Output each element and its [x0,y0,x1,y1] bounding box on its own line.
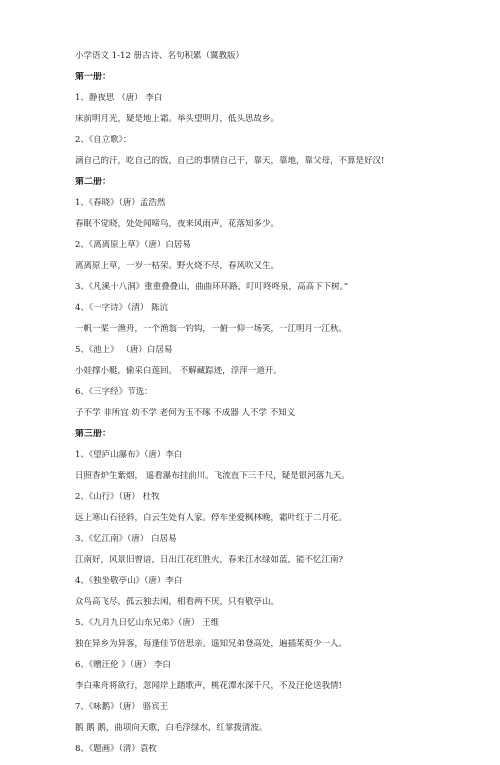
poem-title: 5、《九月九日忆山东兄弟》（唐） 王维 [75,618,220,628]
poem-verse: 鹅 鹅 鹅，曲项向天歌，白毛浮绿水，红掌拨清波。 [75,723,268,733]
poem-verse: 春眠不觉晓，处处闻啼鸟，夜来风雨声，花落知多少。 [75,219,280,229]
poem-title: 1、《望庐山瀑布》（唐）李白 [75,450,183,460]
poem-verse: 江南好，风景旧曾谙，日出江花红胜火，春来江水绿如蓝，能不忆江南? [75,555,344,565]
volume-3-heading: 第三册： [75,429,112,439]
poem-title: 4、《一字诗》（清） 陈沆 [75,303,169,313]
poem-title: 4、《独坐敬亭山》（唐）李白 [75,576,183,586]
poem-verse: 李白乘舟将欲行，忽闻岸上踏歌声，桃花潭水深千尺，不及汪伦送我情! [75,681,342,691]
document-page [75,51,420,765]
poem-verse: 滴自己的汗，吃自己的饭，自己的事情自己干，靠天，靠地，靠父母，不算是好汉! [75,156,385,166]
poem-verse: 离离原上草，一岁一枯荣。野火烧不尽，春风吹又生。 [75,261,280,271]
poem-title: 5、《池上》 （唐）白居易 [75,345,173,355]
document-title: 小学语文 1-12 册古诗、名句积累（冀教版） [75,51,245,61]
poem-title: 2、《自立歌》： [75,135,132,145]
poem-title: 2、《山行》（唐） 杜牧 [75,492,160,502]
poem-title: 3、《忆江南》（唐） 白居易 [75,534,177,544]
poem-title: 1、《春晓》（唐）孟浩然 [75,198,166,208]
poem-verse: 远上寒山石径斜，白云生处有人家。停车坐爱枫林晚，霜叶红于二月花。 [75,513,348,523]
poem-title: 7、《咏鹅》（唐） 骆宾王 [75,702,169,712]
volume-2-heading: 第二册： [75,177,112,187]
poem-title: 8、《题画》（清）袁枚 [75,744,157,754]
poem-verse: 众鸟高飞尽，孤云独去闲，相看两不厌，只有敬亭山。 [75,597,280,607]
poem-title: 2、《离离原上草》（唐）白居易 [75,240,191,250]
poem-verse: 一帆一桨一渔舟，一个渔翁一钓钩，一俯一仰一场笑，一江明月一江秋。 [75,324,348,334]
volume-1-heading: 第一册： [75,72,112,82]
poem-title: 6、《三字经》节选： [75,387,153,397]
poem-verse: 小娃撑小艇，偷采白莲回。 不解藏踪迹，浮萍一道开。 [75,366,282,376]
poem-verse: 独在异乡为异客，每逢佳节倍思亲。遥知兄弟登高处，遍插茱萸少一人。 [75,639,348,649]
poem-title: 3、《凡溪十八洞》重重叠叠山，曲曲环环路，叮叮咚咚泉，高高下下树。” [75,282,349,292]
poem-verse: 子不学 非所宜 幼不学 老何为玉不琢 不成器 人不学 不知义 [75,408,296,418]
poem-verse: 日照香炉生紫烟， 遥看瀑布挂前川。飞流直下三千尺，疑是银河落九天。 [75,471,350,481]
poem-verse: 床前明月光，疑是地上霜。举头望明月，低头思故乡。 [75,114,280,124]
poem-title: 6、《赠汪伦 》（唐） 李白 [75,660,171,670]
poem-title: 1、静夜思 （唐） 李白 [75,93,163,103]
